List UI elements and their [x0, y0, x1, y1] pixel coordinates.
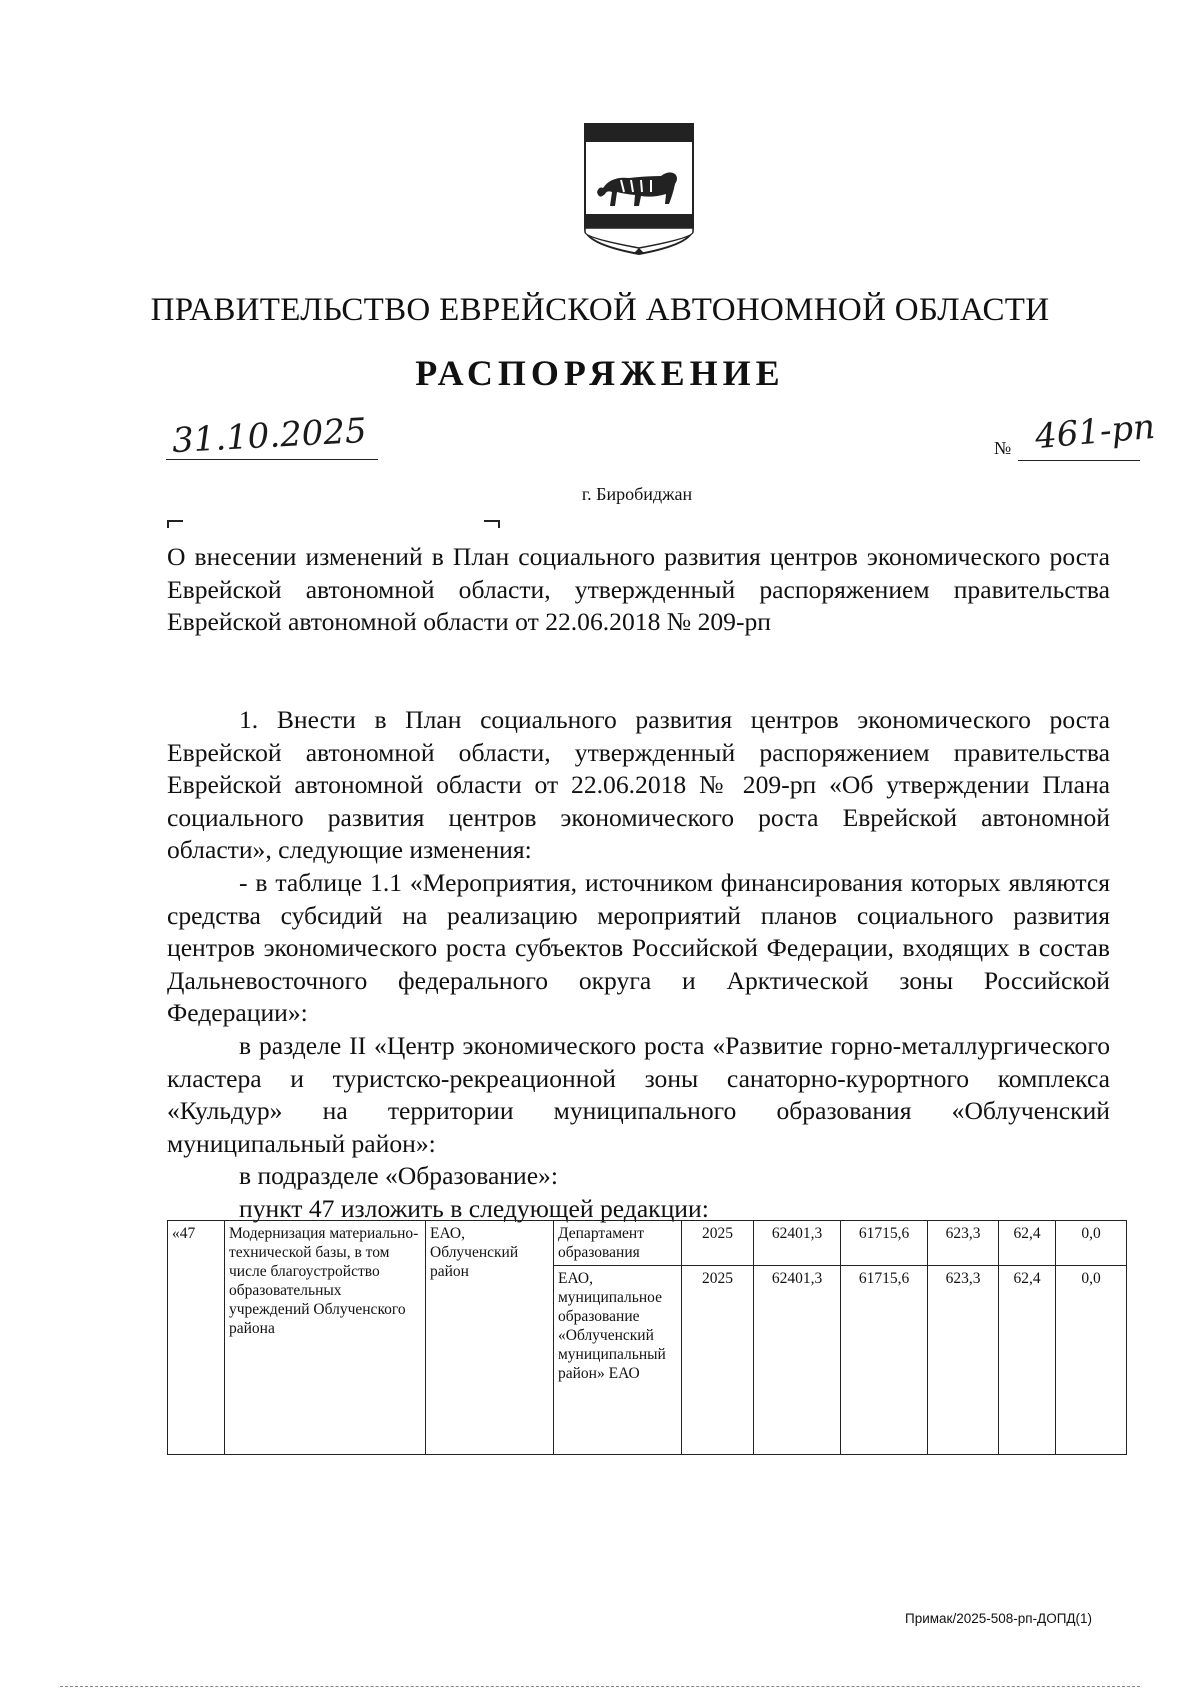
regional-cell: 623,3: [928, 1266, 999, 1455]
table-row: [168, 1221, 1127, 1266]
paragraph-4: в подразделе «Образование»:: [239, 1161, 558, 1190]
municipal-cell: 62,4: [999, 1221, 1056, 1266]
amendment-table: [167, 1220, 1127, 1455]
federal-cell: 61715,6: [841, 1221, 928, 1266]
municipal-cell: 62,4: [999, 1266, 1056, 1455]
paragraph-1: 1. Внести в План социального развития центров экономического роста Еврейской автономной области, утвержденный распоряжением правительства Еврейской автономной области от 22.06.2018 № 209-рп «Об утверждении Плана социального развития центров экономического роста Еврейской автономной области», следующие изменения:: [167, 705, 1110, 864]
subject-bracket-left: [167, 520, 183, 524]
other-cell: 0,0: [1056, 1266, 1127, 1455]
scan-edge-line: [60, 1686, 1140, 1687]
number-sign: №: [994, 438, 1012, 458]
location-cell: ЕАО, Облученский район: [426, 1221, 554, 1455]
document-type-heading: РАСПОРЯЖЕНИЕ: [415, 353, 785, 393]
document-subject: О внесении изменений в План социального развития центров экономического роста Еврейской автономной области, утвержденный распоряжением правительства Еврейской автономной области от 22.06.2018 № 209-рп: [167, 542, 1110, 636]
government-title: ПРАВИТЕЛЬСТВО ЕВРЕЙСКОЙ АВТОНОМНОЙ ОБЛАСТИ: [150, 292, 1050, 328]
executor-cell-2: ЕАО, муниципальное образование «Облученский муниципальный район» ЕАО: [554, 1266, 682, 1455]
item-number-cell: «47: [168, 1221, 225, 1455]
other-cell: 0,0: [1056, 1221, 1127, 1266]
city: г. Биробиджан: [581, 484, 693, 504]
year-cell: 2025: [682, 1266, 754, 1455]
tiger-coat-of-arms-icon: [581, 120, 697, 260]
subject-bracket-right: [484, 520, 500, 524]
year-cell: 2025: [682, 1221, 754, 1266]
federal-cell: 61715,6: [841, 1266, 928, 1455]
paragraph-5: пункт 47 изложить в следующей редакции:: [239, 1194, 709, 1223]
date-underline: [166, 459, 378, 460]
footer-document-code: Примак/2025-508-рп-ДОПД(1): [905, 1611, 1093, 1626]
executor-cell-1: Департамент образования: [554, 1221, 682, 1266]
paragraph-2: - в таблице 1.1 «Мероприятия, источником финансирования которых являются средства субсидий на реализацию мероприятий планов социального развития центров экономического роста субъектов Российской Федерации, входящих в состав Дальневосточного федерального округа и Арктической зоны Российской Федерации»:: [167, 868, 1110, 1027]
paragraph-3: в разделе II «Центр экономического роста «Развитие горно-металлургического кластера и туристско-рекреационной зоны санаторно-курортного комплекса «Кульдур» на территории муниципального образования «Облученский муниципальный район»:: [167, 1031, 1110, 1158]
total-cell: 62401,3: [754, 1221, 841, 1266]
total-cell: 62401,3: [754, 1266, 841, 1455]
date-handwritten: 31.10.2025: [171, 410, 368, 462]
regional-cell: 623,3: [928, 1221, 999, 1266]
activity-cell: Модернизация материально-технической базы, в том числе благоустройство образовательных учреждений Облученского района: [225, 1221, 426, 1455]
number-handwritten: 461-рп: [1033, 406, 1157, 458]
number-underline: [1018, 460, 1140, 461]
